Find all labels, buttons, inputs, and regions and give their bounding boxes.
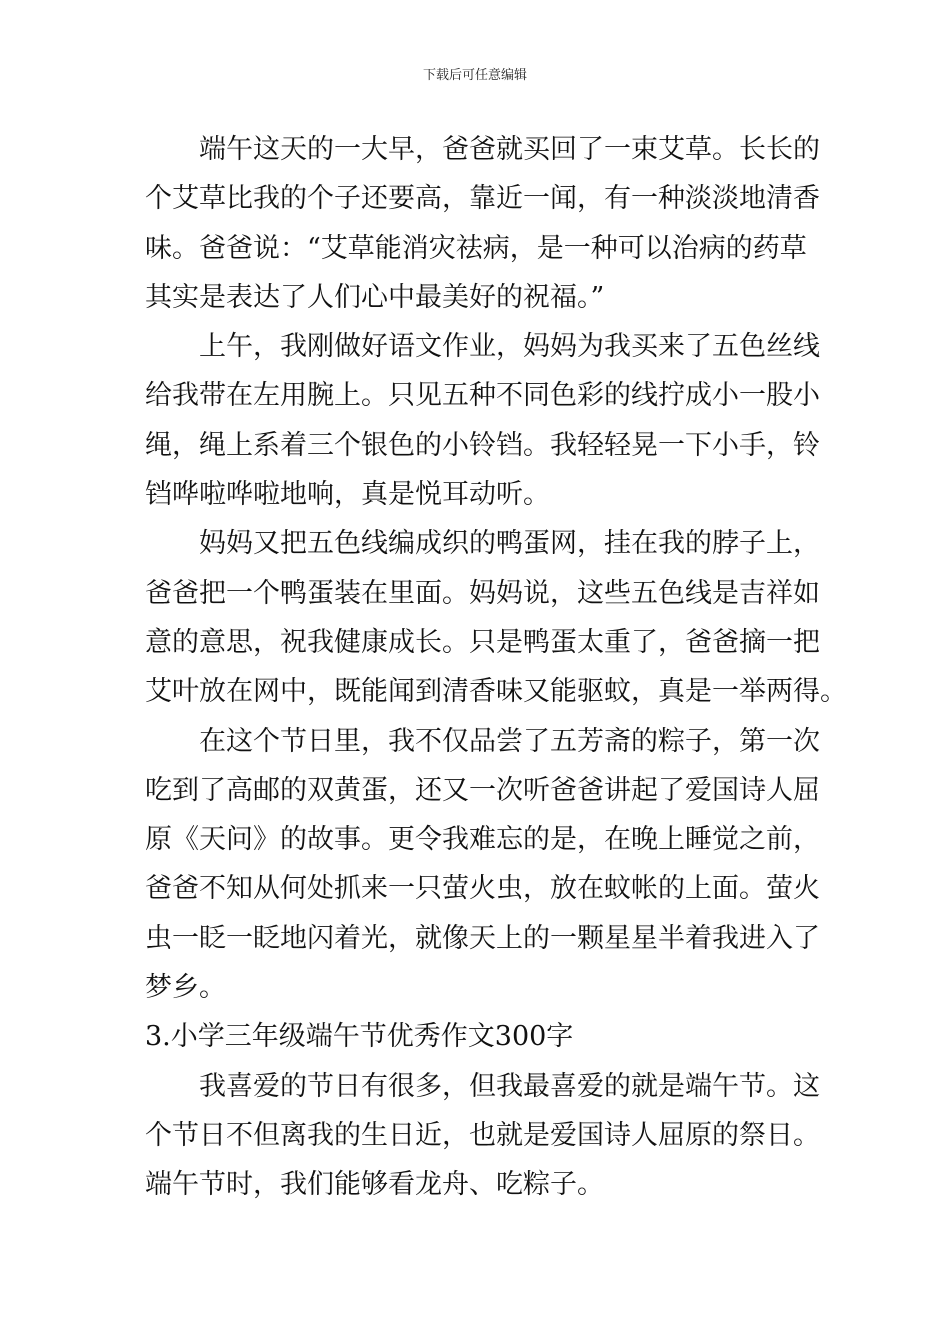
text-line: 个节日不但离我的生日近，也就是爱国诗人屈原的祭日。: [145, 1119, 820, 1151]
text-line: 虫一眨一眨地闪着光，就像天上的一颗星星半着我进入了: [145, 922, 820, 954]
section-heading: [145, 1012, 810, 1061]
text-line: 上午，我刚做好语文作业，妈妈为我买来了五色丝线: [199, 331, 820, 363]
paragraph-2: [145, 322, 820, 519]
text-line: 给我带在左用腕上。只见五种不同色彩的线拧成小一股小: [145, 380, 820, 412]
text-line: 绳，绳上系着三个银色的小铃铛。我轻轻晃一下小手，铃: [145, 429, 820, 461]
text-line: 妈妈又把五色线编成织的鸭蛋网，挂在我的脖子上，: [199, 528, 820, 560]
text-line: 铛哗啦哗啦地响，真是悦耳动听。: [145, 479, 550, 511]
text-line: 吃到了高邮的双黄蛋，还又一次听爸爸讲起了爱国诗人屈: [145, 774, 820, 806]
text-line: 爸爸不知从何处抓来一只萤火虫，放在蚊帐的上面。萤火: [145, 873, 820, 905]
document-body: [145, 125, 847, 1210]
text-line: 味。爸爸说：“艾草能消灾祛病，是一种可以治病的药草: [145, 232, 807, 264]
text-line: 梦乡。: [145, 972, 226, 1004]
text-line: 我喜爱的节日有很多，但我最喜爱的就是端午节。这: [199, 1070, 820, 1102]
paragraph-4: [145, 717, 820, 1013]
heading-text: 3.小学三年级端午节优秀作文300字: [145, 1021, 574, 1053]
paragraph-3: [145, 519, 847, 716]
text-line: 艾叶放在网中，既能闻到清香味又能驱蚊，真是一举两得。: [145, 676, 847, 708]
text-line: 其实是表达了人们心中最美好的祝福。”: [145, 281, 605, 313]
text-line: 爸爸把一个鸭蛋装在里面。妈妈说，这些五色线是吉祥如: [145, 577, 820, 609]
paragraph-1: [145, 125, 820, 322]
text-line: 端午节时，我们能够看龙舟、吃粽子。: [145, 1169, 604, 1201]
text-line: 个艾草比我的个子还要高，靠近一闻，有一种淡淡地清香: [145, 183, 820, 215]
text-line: 意的意思，祝我健康成长。只是鸭蛋太重了，爸爸摘一把: [145, 626, 820, 658]
text-line: 在这个节日里，我不仅品尝了五芳斋的粽子，第一次: [199, 725, 820, 757]
text-line: 原《天问》的故事。更令我难忘的是，在晚上睡觉之前，: [145, 824, 820, 856]
page-header: 下载后可任意编辑: [422, 68, 527, 83]
paragraph-5: [145, 1062, 820, 1210]
text-line: 端午这天的一大早，爸爸就买回了一束艾草。长长的: [199, 134, 820, 165]
